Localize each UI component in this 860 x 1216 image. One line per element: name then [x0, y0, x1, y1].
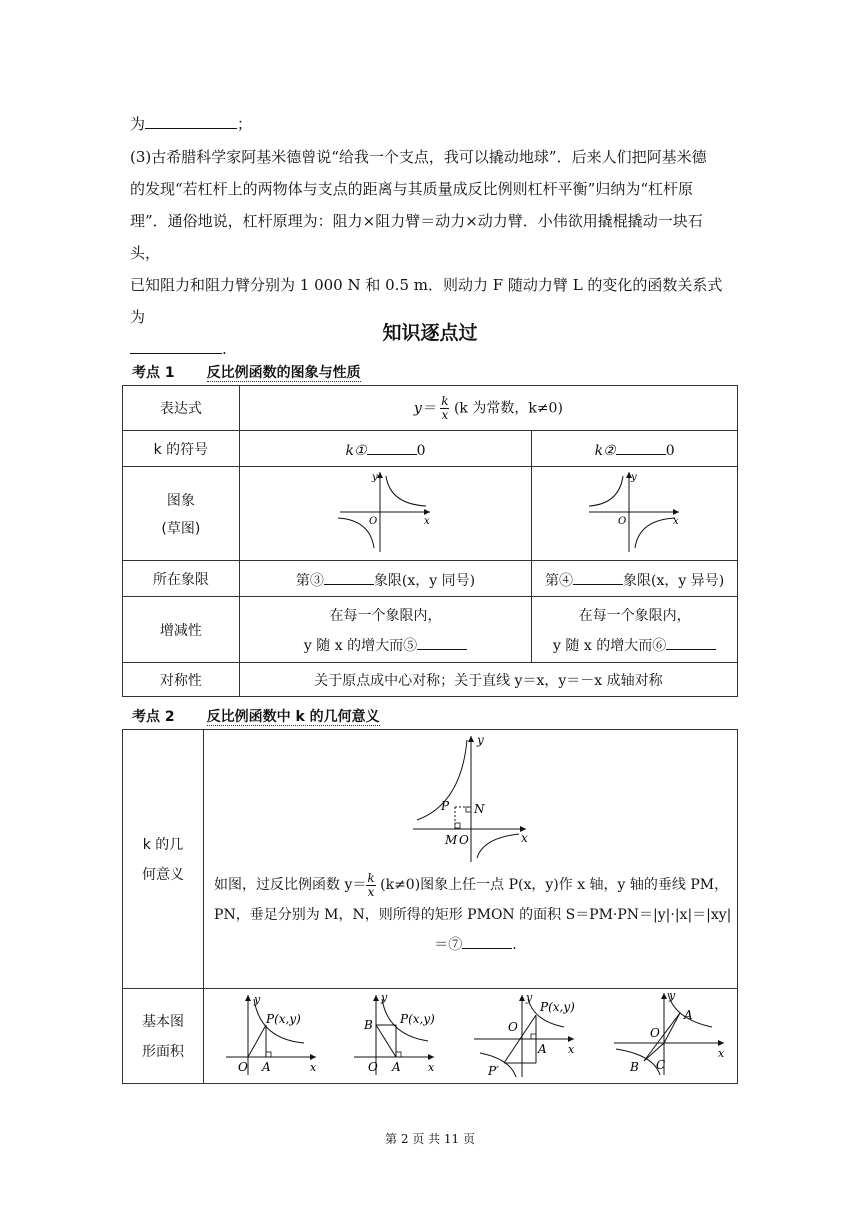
svg-text:N: N [473, 802, 485, 816]
graph-negative-k [532, 467, 738, 561]
hyperbola-quadrants-2-4-graph [585, 468, 685, 556]
svg-text:M: M [444, 833, 457, 847]
blank-5[interactable] [417, 633, 467, 650]
basic-figure-3 [474, 991, 575, 1078]
svg-text:x: x [310, 1061, 317, 1074]
blank-6[interactable] [666, 633, 716, 650]
fraction-k-x: $\frac{k}{x}$ [441, 393, 449, 422]
svg-text:x: x [672, 515, 679, 527]
symmetry-cell: 关于原点成中心对称；关于直线 y＝x，y＝－x 成轴对称 [239, 663, 737, 697]
svg-text:O: O [368, 515, 377, 527]
geometry-cell [204, 730, 738, 989]
svg-text:x: x [423, 515, 430, 527]
svg-text:x: x [568, 1043, 575, 1056]
geometry-description: 如图，过反比例函数 y＝ $\frac{k}{x} (k\ne 0)$图象上任一点 P(x，y)作 x 轴，y 轴的垂线 PM， PN，垂足分别为 M，N，则所得的矩形 PMON 的面积 S＝PM·PN＝|y|·|x|＝|xy| ＝⑦ . [214, 870, 732, 953]
properties-table [122, 385, 738, 697]
svg-text:B: B [630, 1060, 639, 1074]
svg-text:y: y [526, 991, 533, 1004]
blank-1[interactable] [367, 438, 417, 455]
svg-text:y: y [476, 734, 484, 747]
row-label-quadrant: 所在象限 [123, 561, 240, 597]
problem-3-line-2: 的发现“若杠杆上的两物体与支点的距离与其质量成反比例则杠杆平衡”归纳为“杠杆原 [130, 180, 694, 198]
svg-text:C: C [656, 1058, 666, 1072]
svg-text:O: O [238, 1060, 248, 1074]
svg-text:O: O [508, 1020, 518, 1034]
basic-figure-1 [226, 993, 317, 1075]
row-label-geometry: k 的几 何意义 [123, 730, 204, 989]
basic-figures-cell [204, 989, 738, 1084]
svg-text:A: A [392, 1060, 401, 1074]
svg-text:y: y [254, 993, 261, 1006]
svg-text:x: x [428, 1061, 435, 1074]
problem-3-line-1: (3)古希腊科学家阿基米德曾说“给我一个支点，我可以撬动地球”．后来人们把阿基米德 [130, 148, 707, 166]
svg-text:O: O [458, 833, 469, 847]
svg-text:P(x,y): P(x,y) [266, 1012, 301, 1026]
mono-right-cell: 在每一个象限内， y 随 x 的增大而⑥ [532, 597, 738, 663]
geometry-table [122, 729, 738, 1084]
row-label-graph: 图象 (草图) [123, 467, 240, 561]
row-label-monotonic: 增减性 [123, 597, 240, 663]
blank-3[interactable] [324, 568, 374, 585]
row-label-expr: 表达式 [123, 386, 240, 431]
problem-3-line-3: 理”．通俗地说，杠杆原理为：阻力×阻力臂＝动力×动力臂．小伟欲用撬棍撬动一块石头， [130, 212, 703, 262]
problem-3-line-5: . [130, 333, 732, 365]
blank-2[interactable] [616, 438, 666, 455]
svg-text:P: P [440, 799, 449, 813]
expr-cell: y＝ $\frac{k}{x} (k$ 为常数，k≠0) [239, 386, 737, 431]
sign-left-cell: k① 0 [239, 431, 532, 467]
mono-left-cell: 在每一个象限内， y 随 x 的增大而⑤ [239, 597, 532, 663]
svg-text:A: A [262, 1060, 271, 1074]
quad-right-cell: 第④ 象限(x，y 异号) [532, 561, 738, 597]
svg-text:P(x,y): P(x,y) [400, 1012, 435, 1026]
graph-positive-k [239, 467, 532, 561]
svg-text:x: x [520, 831, 528, 845]
basic-figure-2 [354, 991, 435, 1075]
svg-text:y: y [669, 989, 676, 1002]
svg-text:O: O [650, 1026, 660, 1040]
svg-text:A: A [538, 1042, 547, 1056]
sign-right-cell: k② 0 [532, 431, 738, 467]
basic-figure-4 [614, 989, 725, 1075]
svg-text:A: A [684, 1008, 693, 1022]
basic-area-figures [204, 989, 734, 1079]
kaodian-2-heading: 考点 2 反比例函数中 k 的几何意义 [132, 709, 380, 725]
svg-text:P(x,y): P(x,y) [540, 1000, 575, 1014]
kaodian-1-heading: 考点 1 反比例函数的图象与性质 [132, 365, 361, 381]
blank-4[interactable] [573, 568, 623, 585]
quad-left-cell: 第③ 象限(x，y 同号) [239, 561, 532, 597]
answer-line-2: 为 ； [130, 108, 732, 140]
blank-7[interactable] [462, 932, 512, 949]
fraction-k-x-2: $\frac{k}{x}$ [367, 870, 375, 899]
section-title: 知识逐点过 [382, 322, 478, 344]
row-label-symmetry: 对称性 [123, 663, 240, 697]
hyperbola-quadrants-1-3-graph [336, 468, 436, 556]
svg-text:O: O [368, 1060, 378, 1074]
svg-text:P′: P′ [488, 1064, 499, 1078]
page-footer: 第 2 页 共 11 页 [385, 1132, 475, 1146]
row-label-sign: k 的符号 [123, 431, 240, 467]
problem-3-line-4: 已知阻力和阻力臂分别为 1 000 N 和 0.5 m．则动力 F 随动力臂 L 的变化的函数关系式为 [130, 276, 723, 326]
svg-text:x: x [718, 1047, 725, 1060]
svg-text:O: O [617, 515, 626, 527]
svg-text:y: y [630, 471, 637, 483]
rectangle-pmon-figure [411, 734, 531, 864]
svg-text:B: B [364, 1018, 373, 1032]
row-label-basic-area: 基本图 形面积 [123, 989, 204, 1084]
svg-text:y: y [381, 991, 388, 1004]
answer-blank[interactable] [145, 112, 237, 129]
svg-text:y: y [371, 471, 378, 483]
